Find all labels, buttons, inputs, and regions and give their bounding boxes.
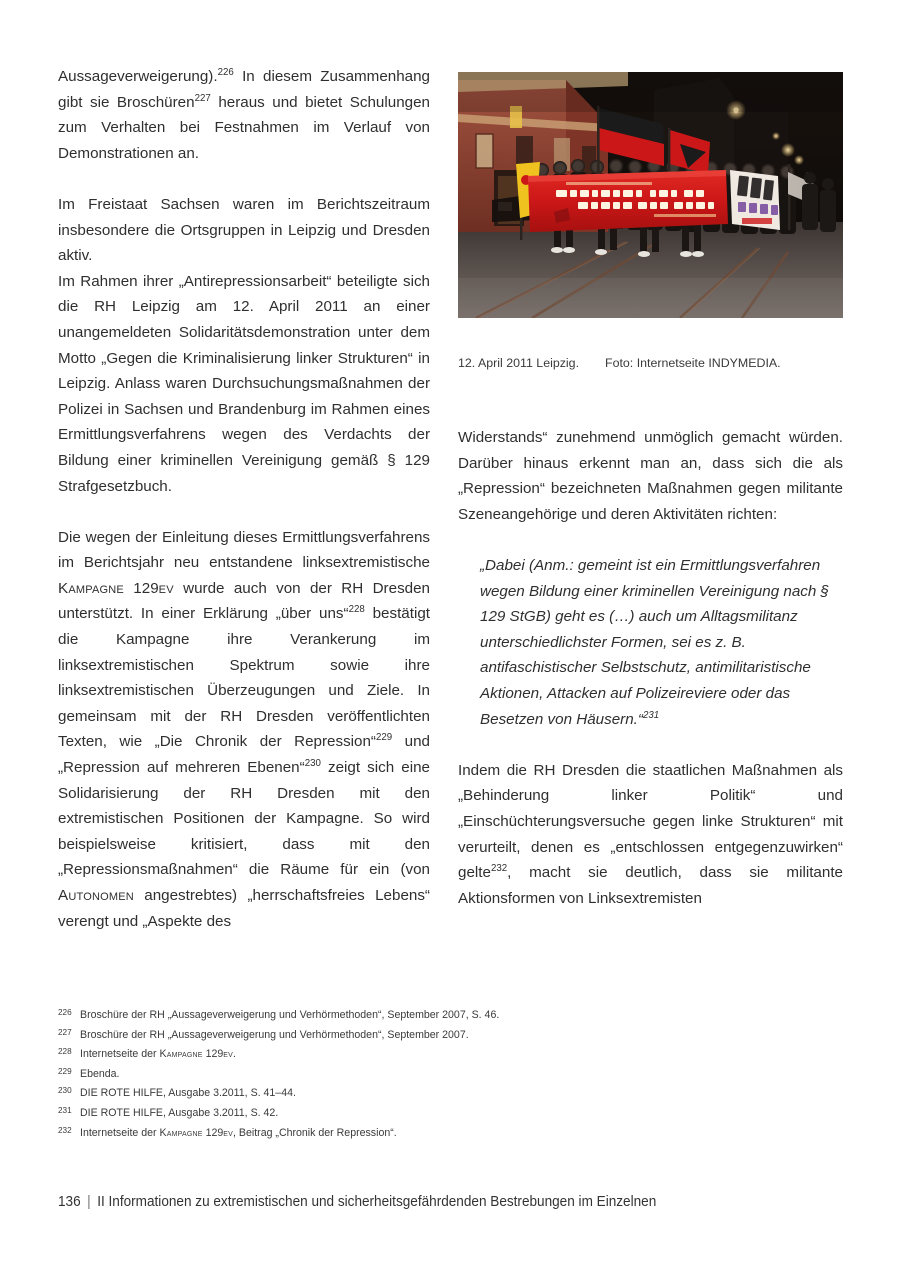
- smallcaps-autonomen: Autonomen: [58, 887, 134, 904]
- text-run: und „Repression auf mehreren Ebenen“: [58, 733, 431, 777]
- footnote-text: Broschüre der RH „Aussageverweigerung und Verhörmethoden“, September 2007.: [80, 1028, 469, 1041]
- text-run: zeigt sich eine Solidarisierung der RH Dresden mit den extremistischen Positionen der Kampagne. So wird beispielsweise kritisiert, dass mit den „Repressionsmaßnahmen“ die Räume für ein (von: [58, 759, 430, 879]
- text-run: wurde auch von der RH Dresden unterstützt. In einer Erklärung „über uns“: [58, 579, 430, 623]
- footnote-text: Broschüre der RH „Aussageverweigerung und Verhörmethoden“, September 2007, S. 46.: [80, 1009, 500, 1021]
- footnote-ref-227[interactable]: 227: [194, 92, 211, 104]
- footnote-ref-226[interactable]: 226: [217, 66, 234, 78]
- smallcaps-kampagne: Kampagne: [159, 1048, 203, 1061]
- footnote-list: [58, 1006, 818, 1143]
- footnote-ref-232[interactable]: 232: [490, 863, 508, 875]
- smallcaps-kampagne: Kampagne: [159, 1126, 203, 1139]
- footnote-ref-228[interactable]: 228: [348, 604, 365, 616]
- footnote-text: [80, 1045, 818, 1065]
- paragraph-continuation: [58, 64, 430, 166]
- paragraph-widerstand: Widerstands“ zunehmend unmöglich gemacht würden. Darüber hinaus erkennt man an, dass sich die als „Repression“ bezeichneten Maßnahmen gegen militante Szeneangehörige und deren Aktivitäten richten:: [458, 429, 843, 523]
- footnote-text: [80, 1124, 818, 1144]
- text-run: 129: [123, 579, 159, 597]
- page-number: 136: [58, 1194, 81, 1210]
- footnote-item: [58, 1124, 818, 1144]
- footnote-item: [58, 1006, 818, 1026]
- running-title: II Informationen zu extremistischen und sicherheitsgefährdenden Bestrebungen im Einzelnen: [97, 1194, 657, 1210]
- footnote-number: 232: [58, 1125, 72, 1135]
- text-run: In diesem Zusammenhang gibt sie Broschüren: [58, 68, 430, 111]
- footnote-item: [58, 1104, 818, 1124]
- smallcaps-ev: ev: [158, 579, 174, 597]
- smallcaps-ev: ev: [223, 1048, 234, 1061]
- footnote-number: 230: [58, 1086, 72, 1096]
- text-run: Internetseite der: [80, 1126, 160, 1139]
- footnote-number: 227: [58, 1027, 72, 1037]
- footnote-item: [58, 1026, 818, 1046]
- left-text-column: [58, 64, 430, 934]
- footnote-text: Ebenda.: [80, 1067, 120, 1080]
- photo-caption: [458, 355, 843, 372]
- footnote-item: [58, 1084, 818, 1104]
- footnote-text: DIE ROTE HILFE, Ausgabe 3.2011, S. 41–44.: [80, 1087, 296, 1100]
- text-run: , macht sie deutlich, dass sie militante Aktionsformen von Linksextremisten: [458, 864, 843, 907]
- text-run: bestätigt die Kampagne ihre Verankerung im linksextremistischen Spektrum sowie ihre linksextremistischen Überzeugungen und Ziele. In gemeinsam mit der RH Dresden veröffentlichten Texten, wie „Die Chronik der Repression“: [58, 605, 430, 751]
- right-text-column: [458, 425, 843, 911]
- blockquote-ermittlungsverfahren: [458, 553, 843, 732]
- text-run: 129: [202, 1126, 224, 1139]
- footnote-number: 229: [58, 1066, 72, 1076]
- caption-credit: Foto: Internetseite INDYMEDIA.: [605, 356, 781, 370]
- text-run: Aussageverweigerung).: [58, 68, 218, 85]
- footnote-text: DIE ROTE HILFE, Ausgabe 3.2011, S. 42.: [80, 1106, 279, 1119]
- footer-separator: |: [87, 1194, 91, 1210]
- paragraph-kampagne: [58, 525, 430, 935]
- demonstration-photo: [458, 72, 843, 318]
- text-run: , Beitrag „Chronik der Repression“.: [233, 1126, 397, 1139]
- smallcaps-ev: ev: [223, 1126, 234, 1139]
- paragraph-antirepression: Im Rahmen ihrer „Antirepressionsarbeit“ beteiligte sich die RH Leipzig am 12. April 2011 an einer unangemeldeten Solidaritätsdemonstration unter dem Motto „Gegen die Kriminalisierung linker Strukturen“ in Leipzig. Anlass waren Durchsuchungsmaßnahmen der Polizei in Sachsen und Brandenburg im Rahmen eines Ermittlungsverfahrens wegen des Verdachts der Bildung einer kriminellen Vereinigung gemäß § 129 Strafgesetzbuch.: [58, 272, 430, 495]
- footnote-number: 231: [58, 1105, 72, 1115]
- page-footer: [58, 1192, 793, 1212]
- footnote-number: 228: [58, 1047, 72, 1057]
- text-run: Internetseite der: [80, 1048, 160, 1061]
- footnote-item: [58, 1065, 818, 1085]
- smallcaps-kampagne: Kampagne: [58, 579, 124, 597]
- paragraph-indem: [458, 758, 843, 912]
- text-run: heraus und bietet Schulungen zum Verhalten bei Festnahmen im Verlauf von Demonstrationen an.: [58, 93, 430, 162]
- text-run: .: [233, 1048, 236, 1061]
- paragraph-sachsen: Im Freistaat Sachsen waren im Berichtszeitraum insbesondere die Ortsgruppen in Leipzig und Dresden aktiv.: [58, 195, 430, 265]
- photo-illustration: [458, 72, 843, 318]
- photo-frame: [458, 72, 843, 318]
- footnote-ref-231[interactable]: 231: [642, 709, 660, 721]
- quote-text: „Dabei (Anm.: gemeint ist ein Ermittlungsverfahren wegen Bildung einer kriminellen Vereinigung nach § 129 StGB) geht es (…) auch um Alltagsmilitanz unterschiedlichster Formen, sei es z. B. antifaschistischer Selbstschutz, antimilitaristische Aktionen, Attacken auf Polizeireviere oder das Besetzen von Häusern.“: [480, 556, 829, 728]
- text-run: Die wegen der Einleitung dieses Ermittlungsverfahrens im Berichtsjahr neu entstandene linksextremistische: [58, 528, 430, 572]
- text-run: Indem die RH Dresden die staatlichen Maßnahmen als „Behinderung linker Politik“ und „Einschüchterungsversuche gegen linke Strukturen“ mit verurteilt, denen es „entschlossen entgegenzuwirken“ gelte: [458, 761, 843, 882]
- footnote-ref-230[interactable]: 230: [304, 757, 321, 769]
- footnote-ref-229[interactable]: 229: [376, 732, 393, 744]
- footnote-number: 226: [58, 1008, 72, 1017]
- text-run: angestrebtes) „herrschaftsfreies Lebens“ verengt und „Aspekte des: [58, 887, 430, 930]
- footnote-item: [58, 1045, 818, 1065]
- text-run: 129: [202, 1048, 224, 1061]
- caption-main: 12. April 2011 Leipzig.: [458, 356, 580, 370]
